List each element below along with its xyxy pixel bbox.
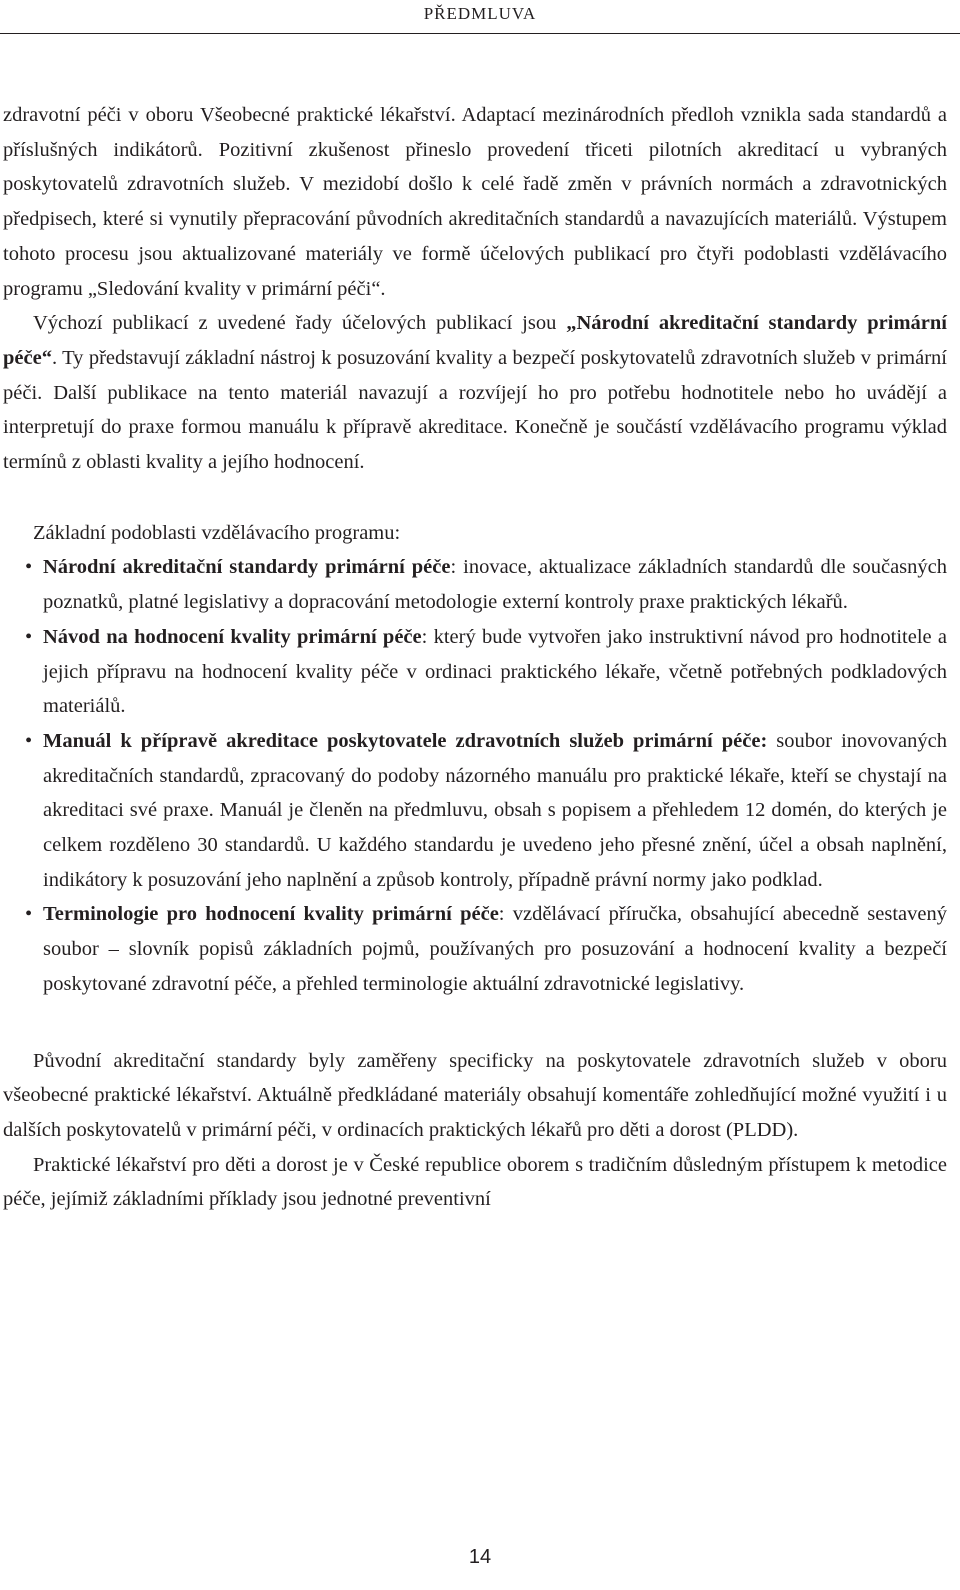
- list-item-title: Návod na hodnocení kvality primární péče: [43, 625, 422, 648]
- list-item-title: Terminologie pro hodnocení kvality primární péče: [43, 903, 499, 926]
- bullet-icon: •: [25, 729, 33, 752]
- paragraph-continuation: zdravotní péči v oboru Všeobecné praktické lékařství. Adaptací mezinárodních předloh vznikla sada standardů a příslušných indikátorů. Pozitivní zkušenost přineslo provedení třiceti pilotních akreditací u vybraných poskytovatelů zdravotních služeb. V mezidobí došlo k celé řadě změn v právních normách a zdravotnických předpisech, které si vynutily přepracování původních akreditačních standardů a navazujících materiálů. Výstupem tohoto procesu jsou aktualizované materiály ve formě účelových publikací pro čtyři podoblasti vzdělávacího programu „Sledování kvality v primární péči“.: [3, 104, 947, 300]
- list-item-title: Manuál k přípravě akreditace poskytovatele zdravotních služeb primární péče:: [43, 729, 768, 752]
- running-header: [0, 0, 960, 36]
- page-number: 14: [468, 1546, 492, 1568]
- list-item-text: : který bude vytvořen jako instruktivní návod pro hodnotitele a jejich přípravu na hodnocení kvality péče v ordinaci praktického lékaře, včetně potřebných podkladových materiálů.: [43, 625, 947, 718]
- list-item: [3, 897, 947, 1001]
- list-item-text: soubor inovovaných akreditačních standardů, zpracovaný do podoby názorného manuálu pro praktické lékaře, kteří se chystají na akreditaci své praxe. Manuál je členěn na předmluvu, obsah s popisem a přehledem 12 domén, do kterých je celkem rozděleno 30 standardů. U každého standardu je uvedeno jeho přesné znění, účel a obsah naplnění, indikátory k posuzování jeho naplnění a způsob kontroly, případně právní normy jako podklad.: [43, 729, 948, 891]
- list-intro: Základní podoblasti vzdělávacího programu:: [33, 521, 401, 544]
- list-item-title: Národní akreditační standardy primární péče: [43, 556, 451, 579]
- bullet-icon: •: [25, 903, 33, 926]
- list-item: [3, 620, 947, 724]
- bullet-icon: •: [25, 625, 33, 648]
- list-item: [3, 550, 947, 619]
- publication-title-bold: „Národní akreditační standardy primární péče“: [3, 312, 947, 369]
- paragraph-publications-lead: Výchozí publikací z uvedené řady účelových publikací jsou: [33, 312, 567, 335]
- spacer: [3, 480, 947, 516]
- paragraph-original-standards: Původní akreditační standardy byly zaměřeny specificky na poskytovatele zdravotních služeb v oboru všeobecné praktické lékařství. Aktuálně předkládané materiály obsahují komentáře zohledňující možné využití i u dalších poskytovatelů v primární péči, v ordinacích praktických lékařů pro děti a dorost (PLDD).: [3, 1049, 947, 1141]
- page-body: [3, 98, 947, 1217]
- paragraph-publications: [3, 306, 947, 480]
- list-item: [3, 724, 947, 898]
- spacer: [3, 1002, 947, 1044]
- list-item-text: : vzdělávací příručka, obsahující abecedně sestavený soubor – slovník popisů základních pojmů, používaných pro posuzování a hodnocení kvality a bezpečí poskytované zdravotní péče, a přehled terminologie aktuální zdravotnické legislativy.: [43, 903, 947, 995]
- bullet-icon: •: [25, 556, 33, 579]
- header-title: PŘEDMLUVA: [423, 4, 537, 23]
- list-item-text: : inovace, aktualizace základních standardů dle současných poznatků, platné legislativy a dopracování metodologie externí kontroly praxe praktických lékařů.: [43, 556, 947, 614]
- subareas-list: [3, 550, 947, 1001]
- paragraph-publications-rest: . Ty představují základní nástroj k posuzování kvality a bezpečí poskytovatelů zdravotních služeb v primární péči. Další publikace na tento materiál navazují a rozvíjejí ho pro potřebu hodnotitele nebo ho uvádějí a interpretují do praxe formou manuálu k přípravě akreditace. Konečně je součástí vzdělávacího programu výklad termínů z oblasti kvality a jejího hodnocení.: [3, 346, 947, 474]
- header-rule: [0, 33, 960, 34]
- paragraph-pediatrics: Praktické lékařství pro děti a dorost je v České republice oborem s tradičním důsledným přístupem k metodice péče, jejímiž základními příklady jsou jednotné preventivní: [3, 1153, 947, 1211]
